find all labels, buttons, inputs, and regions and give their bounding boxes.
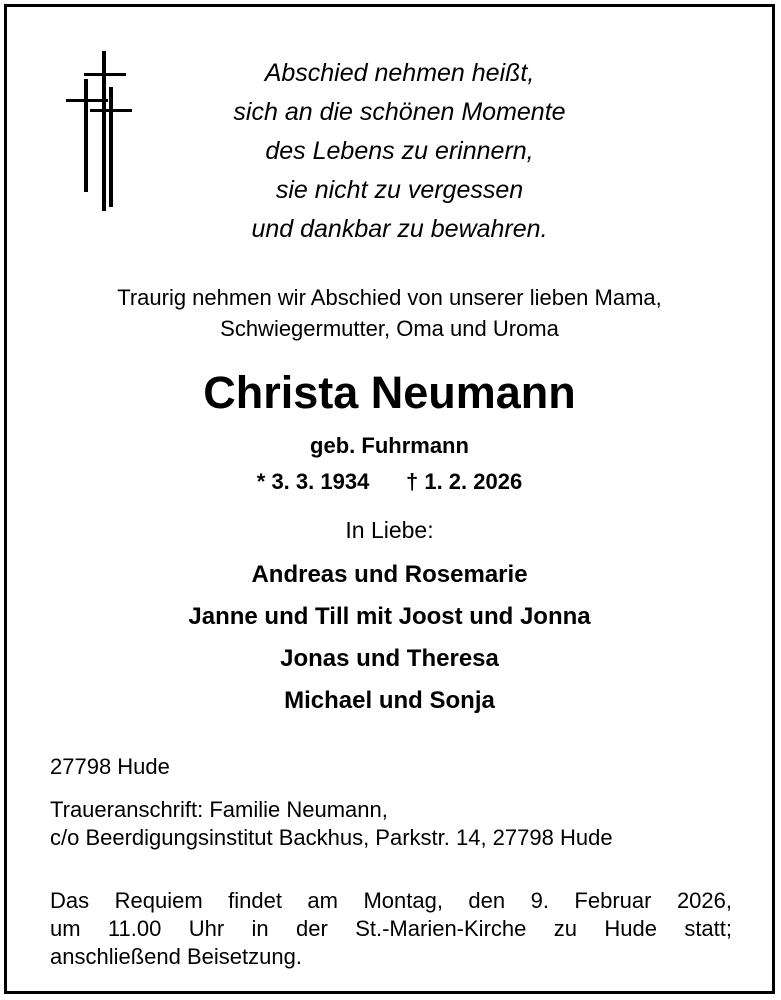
obituary-notice [4,4,775,994]
poem-line: sie nicht zu vergessen [275,176,524,204]
requiem-line: anschließend Beisetzung. [50,944,302,969]
life-dates [7,468,772,496]
intro-text [27,282,752,344]
birth-date: * 3. 3. 1934 [256,469,370,494]
mourner-entry: Janne und Till mit Joost und Jonna [188,603,591,630]
requiem-line: um 11.00 Uhr in der St.-Marien-Kirche zu Hude statt; [50,916,732,941]
in-love-label: In Liebe: [345,517,434,543]
intro-line: Traurig nehmen wir Abschied von unserer lieben Mama, [117,285,662,310]
mourning-address [50,796,732,852]
poem [107,54,692,249]
address-line: Traueranschrift: Familie Neumann, [50,797,388,822]
requiem-line: Das Requiem findet am Montag, den 9. Februar 2026, [50,888,732,913]
mourner-entry: Jonas und Theresa [280,645,499,672]
death-date: † 1. 2. 2026 [406,469,523,494]
intro-line: Schwiegermutter, Oma und Uroma [220,316,559,341]
poem-line: sich an die schönen Momente [233,98,566,126]
mourner-entry: Andreas und Rosemarie [251,561,528,588]
poem-line: Abschied nehmen heißt, [264,59,535,87]
place: 27798 Hude [50,754,170,779]
mourners-list [7,554,772,722]
poem-line: und dankbar zu bewahren. [251,215,548,243]
requiem-info [50,887,732,971]
maiden-name: geb. Fuhrmann [310,433,469,458]
mourner-entry: Michael und Sonja [284,687,495,714]
address-line: c/o Beerdigungsinstitut Backhus, Parkstr. 14, 27798 Hude [50,825,613,850]
poem-line: des Lebens zu erinnern, [265,137,534,165]
deceased-name: Christa Neumann [203,367,576,418]
